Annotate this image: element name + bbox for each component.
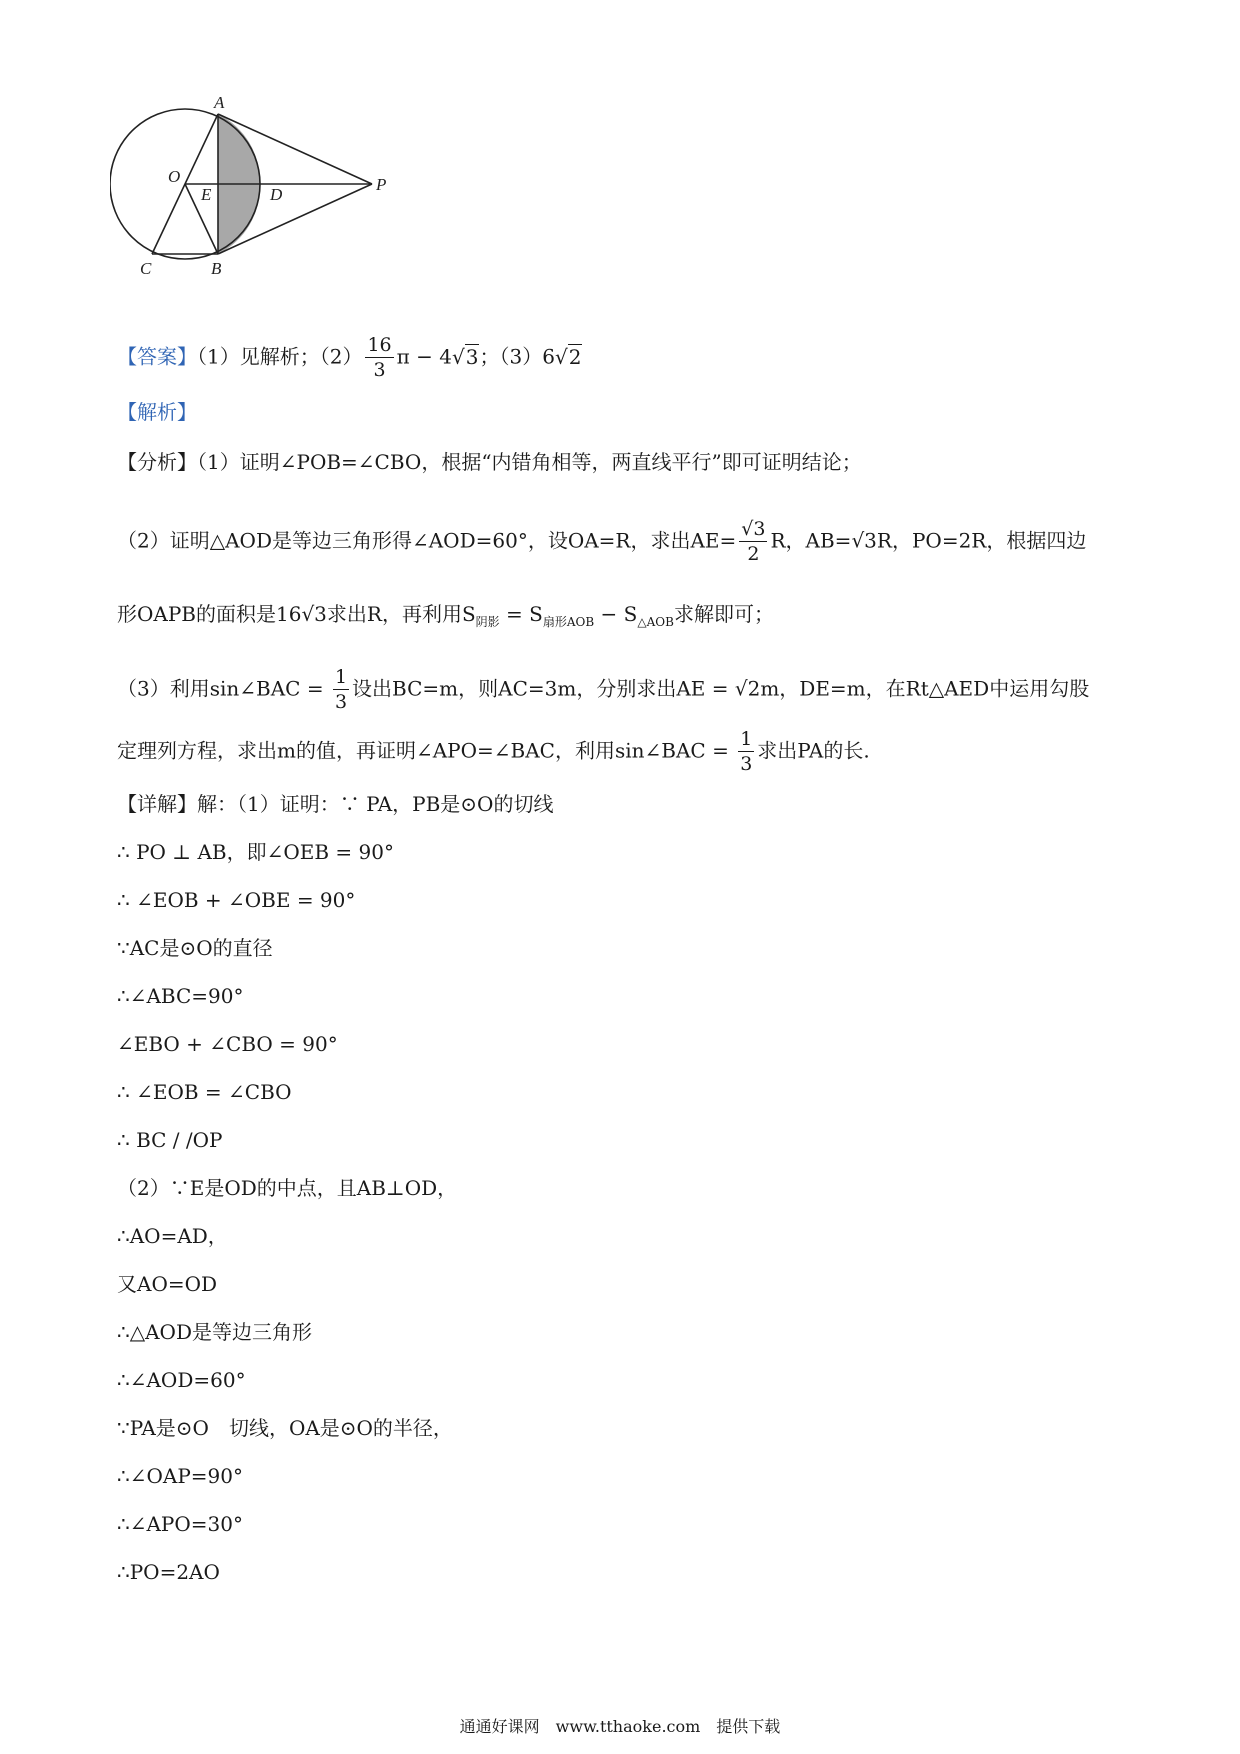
label-c: C	[140, 259, 152, 278]
page-footer: 通通好课网 www.tthaoke.com 提供下载	[459, 1717, 781, 1736]
detail-line-4: ∵AC是⊙O的直径	[117, 936, 273, 960]
detail-line-10: ∴AO=AD，	[117, 1224, 228, 1248]
detail-line-2: ∴ PO ⊥ AB，即∠OEB = 90°	[117, 840, 394, 864]
label-p: P	[376, 175, 387, 194]
detail-line-17: ∴PO=2AO	[117, 1560, 220, 1584]
answer-part1: （1）见解析；（2）	[197, 344, 363, 369]
detail-line-12: ∴△AOD是等边三角形	[117, 1320, 312, 1344]
label-o: O	[168, 167, 181, 186]
detail-line-3: ∴ ∠EOB + ∠OBE = 90°	[117, 888, 356, 912]
analysis-line-1: 【分析】（1）证明∠POB=∠CBO，根据“内错角相等，两直线平行”即可证明结论；	[117, 450, 862, 474]
answer-part3: ；（3）	[479, 344, 543, 369]
detail-line-8: ∴ BC / /OP	[117, 1128, 223, 1152]
detail-line-9: （2）∵E是OD的中点，且AB⊥OD，	[117, 1176, 458, 1200]
analysis-line-2: （2）证明△AOD是等边三角形得∠AOD=60°，设OA=R，求出AE= $\frac{√3}{2}$ R，AB=√3R，PO=2R，根据四边	[117, 518, 1087, 565]
analysis-tag: 【分析】	[117, 450, 197, 474]
analysis-line-4: （3）利用sin∠BAC = $\frac{1}{3}$ 设出BC=m，则AC=3m，分别求出AE = √2m，DE=m，在Rt△AED中运用勾股	[117, 666, 1090, 713]
detail-line-15: ∴∠OAP=90°	[117, 1464, 243, 1488]
detail-line-13: ∴∠AOD=60°	[117, 1368, 246, 1392]
geometry-figure	[110, 92, 440, 314]
label-d: D	[270, 185, 283, 204]
analysis-frac-sin-2: $\frac{1}{3}$	[740, 728, 753, 775]
analysis-frac-sin-1: $\frac{1}{3}$	[334, 666, 348, 713]
detail-line-1: 【详解】解：（1）证明：∵ PA，PB是⊙O的切线	[117, 792, 554, 816]
answer-sqrt3: √3	[451, 344, 479, 369]
answer-six: 6	[542, 344, 555, 369]
analysis-line-5: 定理列方程，求出m的值，再证明∠APO=∠BAC，利用sin∠BAC = $\frac{1}{3}$ 求出PA的长.	[117, 728, 870, 775]
answer-fraction: $\frac{16}{3}$	[367, 334, 392, 381]
detail-line-7: ∴ ∠EOB = ∠CBO	[117, 1080, 292, 1104]
detail-tag: 【详解】	[117, 792, 197, 816]
analysis-frac-ae: $\frac{√3}{2}$	[741, 518, 766, 565]
detail-line-6: ∠EBO + ∠CBO = 90°	[117, 1032, 338, 1056]
answer-pi-part: π − 4	[396, 344, 452, 369]
answer-line	[117, 336, 582, 380]
label-b: B	[211, 259, 222, 278]
detail-line-16: ∴∠APO=30°	[117, 1512, 243, 1536]
label-e: E	[201, 185, 212, 204]
analysis-line-3: 形OAPB的面积是16√3求出R，再利用$S_{阴影} = S_{扇形AOB} - S_{\triangle AOB}$求解即可；	[117, 602, 774, 629]
jiexi-heading: 【解析】	[117, 400, 197, 424]
detail-line-14: ∵PA是⊙O 切线，OA是⊙O的半径，	[117, 1416, 453, 1440]
answer-tag: 【答案】	[117, 344, 197, 369]
answer-sqrt2: √2	[554, 344, 582, 369]
detail-line-11: 又AO=OD	[117, 1272, 218, 1296]
label-a: A	[214, 93, 225, 112]
detail-line-5: ∴∠ABC=90°	[117, 984, 244, 1008]
